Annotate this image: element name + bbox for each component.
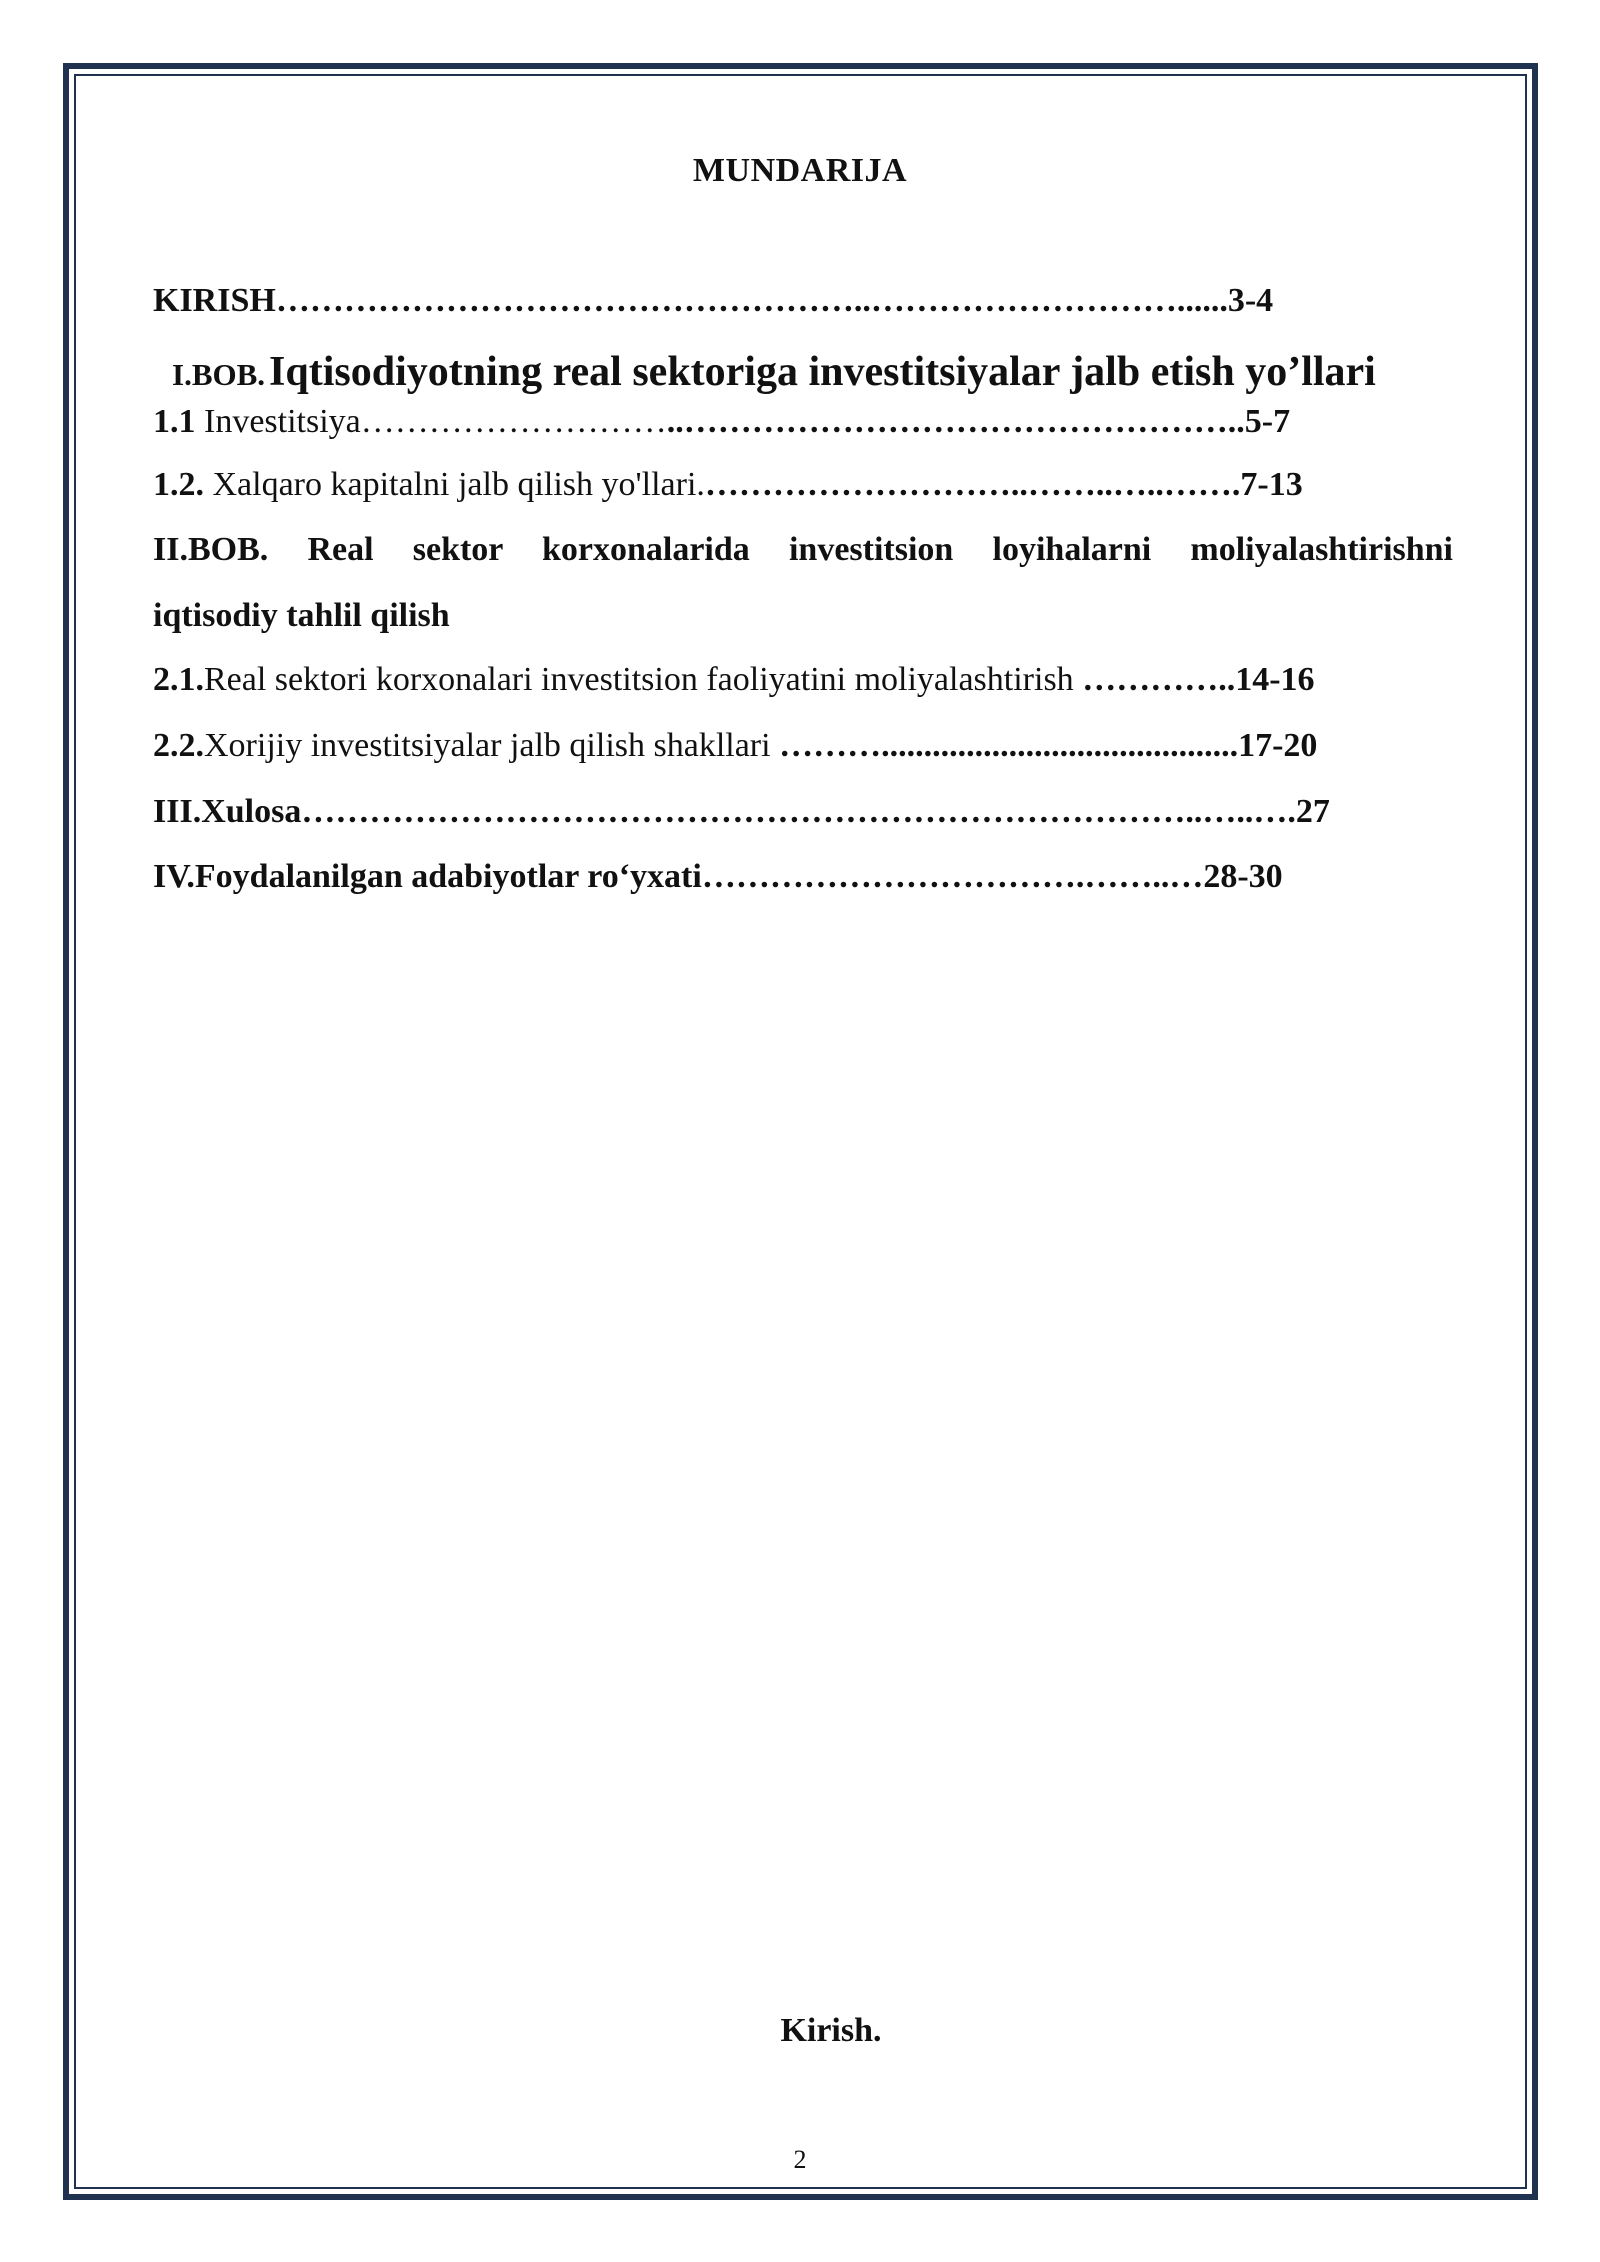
toc-chapter-1-number: I.BOB. (172, 357, 266, 392)
toc-entry-references (153, 858, 1453, 896)
toc-entry-intro-label: KIRISH (153, 282, 276, 319)
toc-entry-1-1-number: 1.1 (153, 403, 196, 440)
toc-entry-intro-pages: 3-4 (1227, 282, 1274, 319)
toc-entry-1-1-plain-dots: ……………………… (360, 403, 667, 440)
toc-entry-2-1 (153, 661, 1453, 699)
toc-chapter-2-line-2 (153, 583, 1453, 649)
toc-chapter-2-line-1 (153, 517, 1453, 583)
toc-entry-2-1-number: 2.1. (153, 661, 204, 698)
toc-entry-1-1-label: Investitsiya (204, 403, 361, 440)
toc-entry-2-2-label: Xorijiy investitsiyalar jalb qilish shakllari (204, 727, 771, 764)
toc-entry-2-1-pages: 14-16 (1235, 661, 1315, 698)
toc-entry-2-2-pages: 17-20 (1238, 727, 1318, 764)
toc-entry-2-1-dots: ………….. (1073, 661, 1236, 698)
toc-entry-2-2-dots: ……….......................................... (770, 727, 1239, 764)
toc-chapter-1 (172, 348, 1376, 396)
toc-entry-conclusion-pages: 27 (1295, 793, 1330, 830)
toc-entry-1-2-label: Xalqaro kapitalni jalb qilish yo'llari (212, 466, 697, 503)
toc-chapter-2-number: II.BOB. (153, 531, 269, 568)
toc-entry-1-1 (153, 403, 1453, 441)
toc-entry-2-2-number: 2.2. (153, 727, 204, 764)
toc-entry-2-1-label: Real sektori korxonalari investitsion faoliyatini moliyalashtirish (204, 661, 1074, 698)
page-number: 2 (793, 2145, 807, 2174)
toc-entry-intro (153, 282, 1453, 320)
toc-entry-references-dots: …………………………….……..… (701, 858, 1204, 895)
section-heading-kirish: Kirish. (780, 2012, 882, 2049)
toc-entry-conclusion-dots: ……………………………………………………………………..…..…. (301, 793, 1296, 830)
toc-entry-1-2-number: 1.2. (153, 466, 204, 503)
toc-entry-intro-dots: ……………………………………………..………………………...... (275, 282, 1228, 319)
toc-title: MUNDARIJA (692, 152, 908, 189)
toc-entry-1-2-plain-dots: . (696, 466, 705, 503)
toc-entry-1-2-pages: 7-13 (1240, 466, 1303, 503)
toc-chapter-2-title-line-2: iqtisodiy tahlil qilish (153, 597, 450, 634)
toc-chapter-2-title-line-1: Real sektor korxonalarida investitsion loyihalarni moliyalashtirishni (307, 531, 1454, 568)
toc-entry-1-2-dots: ………………………..……..…..……. (704, 466, 1241, 503)
toc-entry-references-pages: 28-30 (1203, 858, 1283, 895)
toc-entry-2-2 (153, 727, 1453, 765)
toc-entry-conclusion-label: III.Xulosa (153, 793, 302, 830)
toc-chapter-1-title: Iqtisodiyotning real sektoriga investitsiyalar jalb etish yo’llari (269, 349, 1376, 395)
toc-entry-references-label: IV.Foydalanilgan adabiyotlar ro‘yxati (153, 858, 702, 895)
toc-entry-1-1-dots: ..………………………………………….. (666, 403, 1245, 440)
toc-entry-1-1-pages: 5-7 (1244, 403, 1291, 440)
toc-entry-1-2 (153, 466, 1453, 504)
toc-entry-conclusion (153, 793, 1453, 831)
